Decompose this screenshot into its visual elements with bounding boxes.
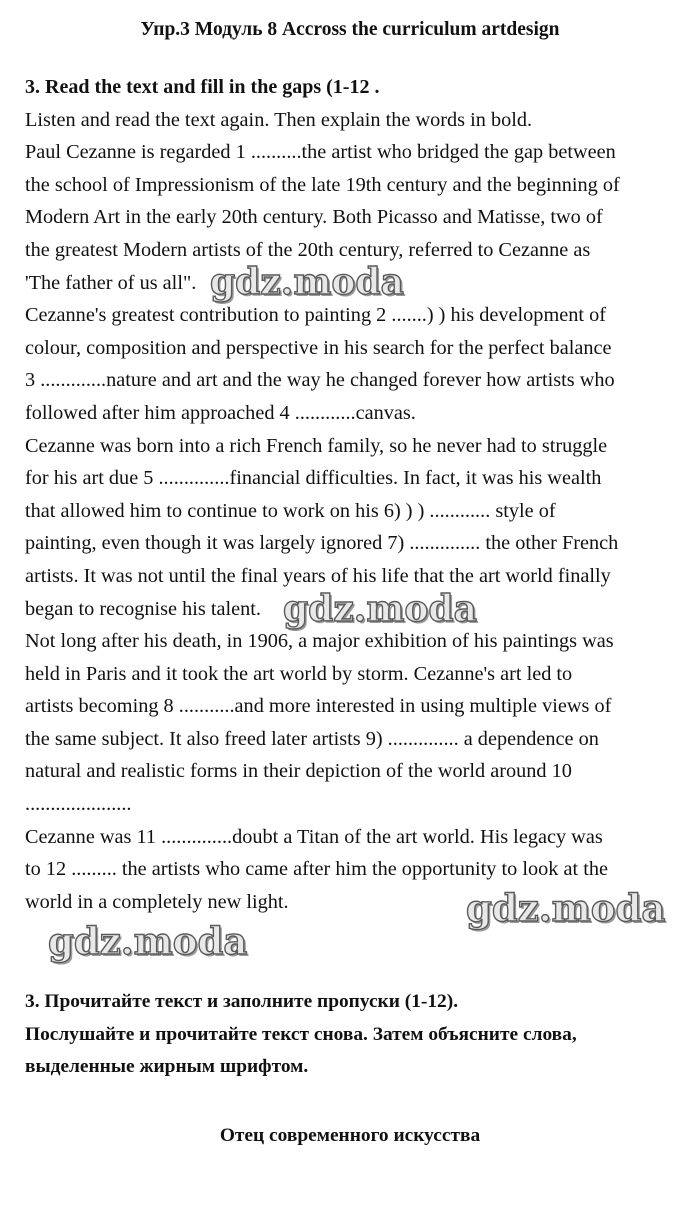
text-line: the greatest Modern artists of the 20th century, referred to Cezanne as: [25, 238, 591, 261]
task-heading: 3. Read the text and fill in the gaps (1-12 .: [25, 76, 380, 98]
translation-line: 3. Прочитайте текст и заполните пропуски (1-12).: [25, 991, 459, 1012]
text-line: the school of Impressionism of the late 19th century and the beginning of: [25, 173, 620, 196]
watermark: gdz.moda: [283, 588, 477, 630]
page-title: Упр.3 Модуль 8 Accross the curriculum artdesign: [140, 19, 560, 40]
text-line: for his art due 5 ..............financial difficulties. In fact, it was his wealth: [25, 467, 602, 490]
watermark: gdz.moda: [210, 261, 404, 303]
text-line: that allowed him to continue to work on his 6) ) ) ............ style of: [25, 499, 556, 522]
text-line: to 12 ......... the artists who came after him the opportunity to look at the: [25, 858, 608, 881]
text-line: Cezanne was born into a rich French family, so he never had to struggle: [25, 434, 608, 457]
translation-line: Послушайте и прочитайте текст снова. Затем объясните слова,: [25, 1023, 577, 1045]
text-line: Cezanne's greatest contribution to painting 2 .......) ) his development of: [25, 304, 606, 327]
translation-title: Отец современного искусства: [219, 1125, 481, 1146]
translation-block: [25, 986, 695, 1084]
text-line: natural and realistic forms in their depiction of the world around 10: [25, 760, 572, 783]
text-line: Not long after his death, in 1906, a major exhibition of his paintings was: [25, 630, 614, 653]
watermark: gdz.moda: [48, 919, 248, 963]
text-line: Cezanne was 11 ..............doubt a Titan of the art world. His legacy was: [25, 825, 603, 848]
text-line: colour, composition and perspective in his search for the perfect balance: [25, 336, 612, 359]
text-line: artists becoming 8 ...........and more interested in using multiple views of: [25, 695, 612, 718]
text-line: Paul Cezanne is regarded 1 ..........the artist who bridged the gap between: [25, 141, 616, 164]
text-line: artists. It was not until the final years of his life that the art world finally: [25, 564, 611, 587]
exercise-text: [25, 71, 695, 918]
text-line: held in Paris and it took the art world by storm. Cezanne's art led to: [25, 662, 573, 685]
text-line: followed after him approached 4 ............canvas.: [25, 401, 416, 424]
translation-line: выделенные жирным шрифтом.: [25, 1056, 309, 1077]
text-line: 'The father of us all".: [25, 271, 197, 294]
text-line: Listen and read the text again. Then explain the words in bold.: [25, 108, 533, 131]
text-line: the same subject. It also freed later artists 9) .............. a dependence on: [25, 727, 599, 750]
text-line: began to recognise his talent.: [25, 597, 261, 620]
text-line: .....................: [25, 793, 132, 816]
text-line: 3 .............nature and art and the way he changed forever how artists who: [25, 369, 615, 392]
text-line: painting, even though it was largely ignored 7) .............. the other French: [25, 532, 619, 555]
text-line: world in a completely new light.: [25, 890, 289, 913]
watermark: gdz.moda: [466, 886, 666, 930]
text-line: Modern Art in the early 20th century. Both Picasso and Matisse, two of: [25, 206, 603, 229]
